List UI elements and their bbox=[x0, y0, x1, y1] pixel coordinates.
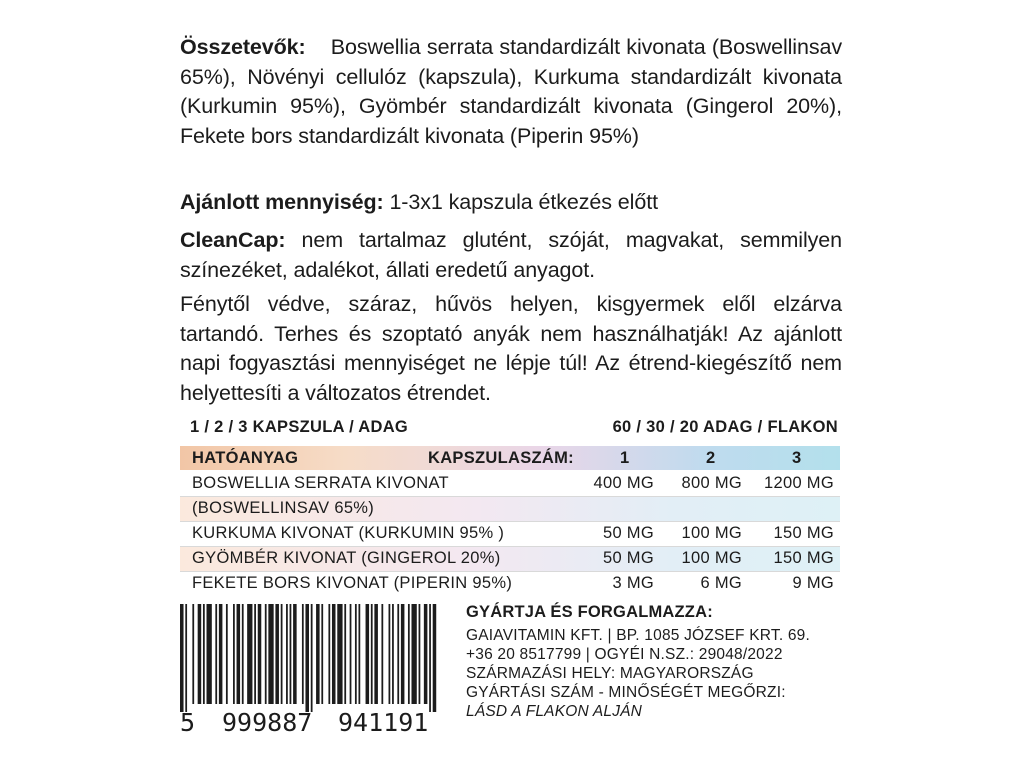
table-row bbox=[180, 472, 840, 496]
ingredients-label: Összetevők: bbox=[180, 35, 306, 59]
barcode-bar bbox=[328, 604, 330, 704]
barcode-bar bbox=[408, 604, 410, 704]
origin-line: SZÁRMAZÁSI HELY: MAGYARORSZÁG bbox=[466, 665, 754, 682]
barcode-bar bbox=[429, 604, 431, 712]
cleancap-text: nem tartalmaz glutént, szóját, magvakat, semmilyen színezéket, adalékot, állati eredetű anyagot. bbox=[180, 228, 843, 282]
ingredients-text: Boswellia serrata standardizált kivonata (Boswellinsav 65%), Növényi cellulóz (kapszula), Kurkuma standardizált kivonata (Kurkumin 95%), Gyömbér standardizált kivonata (Gingerol 20%), Fekete bors standardizált kivonata (Piperin 95%) bbox=[180, 35, 842, 148]
barcode-bar bbox=[237, 604, 241, 704]
table-column-header bbox=[180, 446, 840, 470]
column-1-header: 1 bbox=[620, 449, 630, 467]
barcode-bar bbox=[374, 604, 378, 704]
barcode-bar bbox=[302, 604, 304, 704]
serving-label: 1 / 2 / 3 KAPSZULA / ADAG bbox=[190, 418, 409, 436]
table-row bbox=[180, 572, 840, 596]
barcode-bar bbox=[371, 604, 373, 704]
row-name: GYÖMBÉR KIVONAT (GINGEROL 20%) bbox=[192, 549, 501, 567]
capsule-count-header: KAPSZULASZÁM: bbox=[428, 449, 574, 467]
column-3-header: 3 bbox=[792, 449, 802, 467]
row-name: BOSWELLIA SERRATA KIVONAT bbox=[192, 474, 449, 492]
row-name: FEKETE BORS KIVONAT (PIPERIN 95%) bbox=[192, 574, 513, 592]
barcode-bar bbox=[358, 604, 360, 704]
barcode-bar bbox=[286, 604, 288, 704]
row-value-3: 150 MG bbox=[773, 549, 834, 567]
barcode-bar bbox=[321, 604, 323, 704]
barcode-bar bbox=[397, 604, 399, 704]
row-value-3: 9 MG bbox=[792, 574, 834, 592]
manufacturer-title: GYÁRTJA ÉS FORGALMAZZA: bbox=[466, 603, 713, 621]
barcode-bar bbox=[198, 604, 202, 704]
dosage-text: 1-3x1 kapszula étkezés előtt bbox=[389, 190, 658, 214]
barcode-bar bbox=[275, 604, 279, 704]
barcode-bar bbox=[233, 604, 235, 704]
barcode-bar bbox=[215, 604, 217, 704]
barcode-bar bbox=[337, 604, 342, 704]
barcode-bar bbox=[180, 604, 184, 712]
barcode-bar bbox=[424, 604, 428, 704]
barcode-bar bbox=[350, 604, 352, 704]
table-row bbox=[180, 497, 840, 521]
barcode-bar bbox=[258, 604, 262, 704]
barcode-bar bbox=[305, 604, 309, 712]
see-bottom-line: LÁSD A FLAKON ALJÁN bbox=[466, 703, 643, 720]
cleancap-paragraph bbox=[180, 226, 842, 285]
barcode-bar bbox=[281, 604, 283, 704]
barcode-bar bbox=[366, 604, 370, 704]
barcode-bar bbox=[411, 604, 416, 704]
row-name: (BOSWELLINSAV 65%) bbox=[192, 499, 375, 517]
barcode-bar bbox=[242, 604, 244, 704]
barcode-bar bbox=[293, 604, 297, 704]
row-value-3: 1200 MG bbox=[764, 474, 834, 492]
row-value-1: 3 MG bbox=[612, 574, 654, 592]
barcode-bar bbox=[433, 604, 437, 712]
barcode-bar bbox=[207, 604, 212, 704]
barcode-image bbox=[180, 604, 438, 712]
batch-line: GYÁRTÁSI SZÁM - MINŐSÉGÉT MEGŐRZI: bbox=[466, 684, 786, 701]
table-row bbox=[180, 522, 840, 546]
row-name: KURKUMA KIVONAT (KURKUMIN 95% ) bbox=[192, 524, 505, 542]
storage-paragraph bbox=[180, 290, 842, 408]
barcode-bar bbox=[419, 604, 421, 704]
row-value-2: 800 MG bbox=[681, 474, 742, 492]
dosage-label: Ajánlott mennyiség: bbox=[180, 190, 384, 214]
barcode-bar bbox=[254, 604, 256, 704]
barcode-bar bbox=[226, 604, 228, 704]
manufacturer-contact: +36 20 8517799 | OGYÉI N.SZ.: 29048/2022 bbox=[466, 646, 783, 663]
barcode-digits-left: 999887 bbox=[222, 708, 313, 737]
barcode-digits-right: 941191 bbox=[338, 708, 429, 737]
barcode-bar bbox=[192, 604, 194, 704]
cleancap-label: CleanCap: bbox=[180, 228, 286, 252]
barcode-bar bbox=[381, 604, 383, 704]
barcode-bar bbox=[316, 604, 320, 704]
barcode-bar bbox=[265, 604, 267, 704]
ingredients-paragraph bbox=[180, 33, 842, 151]
row-value-2: 100 MG bbox=[681, 524, 742, 542]
row-value-1: 50 MG bbox=[602, 549, 654, 567]
row-value-3: 150 MG bbox=[773, 524, 834, 542]
barcode-digit-first: 5 bbox=[180, 708, 196, 737]
barcode-bar bbox=[332, 604, 336, 704]
active-ingredient-header: HATÓANYAG bbox=[192, 449, 299, 467]
barcode-bar bbox=[344, 604, 346, 704]
barcode-bar bbox=[389, 604, 391, 704]
barcode-bar bbox=[219, 604, 223, 704]
column-2-header: 2 bbox=[706, 449, 716, 467]
row-value-2: 6 MG bbox=[700, 574, 742, 592]
storage-text: Fénytől védve, száraz, hűvös helyen, kisgyermek elől elzárva tartandó. Terhes és szoptató anyák nem használhatják! Az ajánlott napi fogyasztási mennyiséget ne lépje túl! Az étrend-kiegészítő nem helyettesíti a változatos étrendet. bbox=[180, 292, 842, 405]
dosage-paragraph bbox=[180, 188, 842, 218]
barcode-bar bbox=[268, 604, 273, 704]
table-row bbox=[180, 547, 840, 571]
barcode-bar bbox=[355, 604, 357, 704]
per-bottle-label: 60 / 30 / 20 ADAG / FLAKON bbox=[612, 418, 838, 436]
barcode-bar bbox=[392, 604, 394, 704]
barcode-bar bbox=[311, 604, 313, 712]
barcode-bar bbox=[401, 604, 405, 704]
row-value-1: 50 MG bbox=[602, 524, 654, 542]
barcode-bar bbox=[185, 604, 187, 712]
barcode-bar bbox=[247, 604, 252, 704]
row-value-1: 400 MG bbox=[593, 474, 654, 492]
barcode-bar bbox=[290, 604, 292, 704]
barcode-bar bbox=[203, 604, 205, 704]
row-value-2: 100 MG bbox=[681, 549, 742, 567]
manufacturer-address: GAIAVITAMIN KFT. | BP. 1085 JÓZSEF KRT. 69. bbox=[466, 627, 810, 644]
